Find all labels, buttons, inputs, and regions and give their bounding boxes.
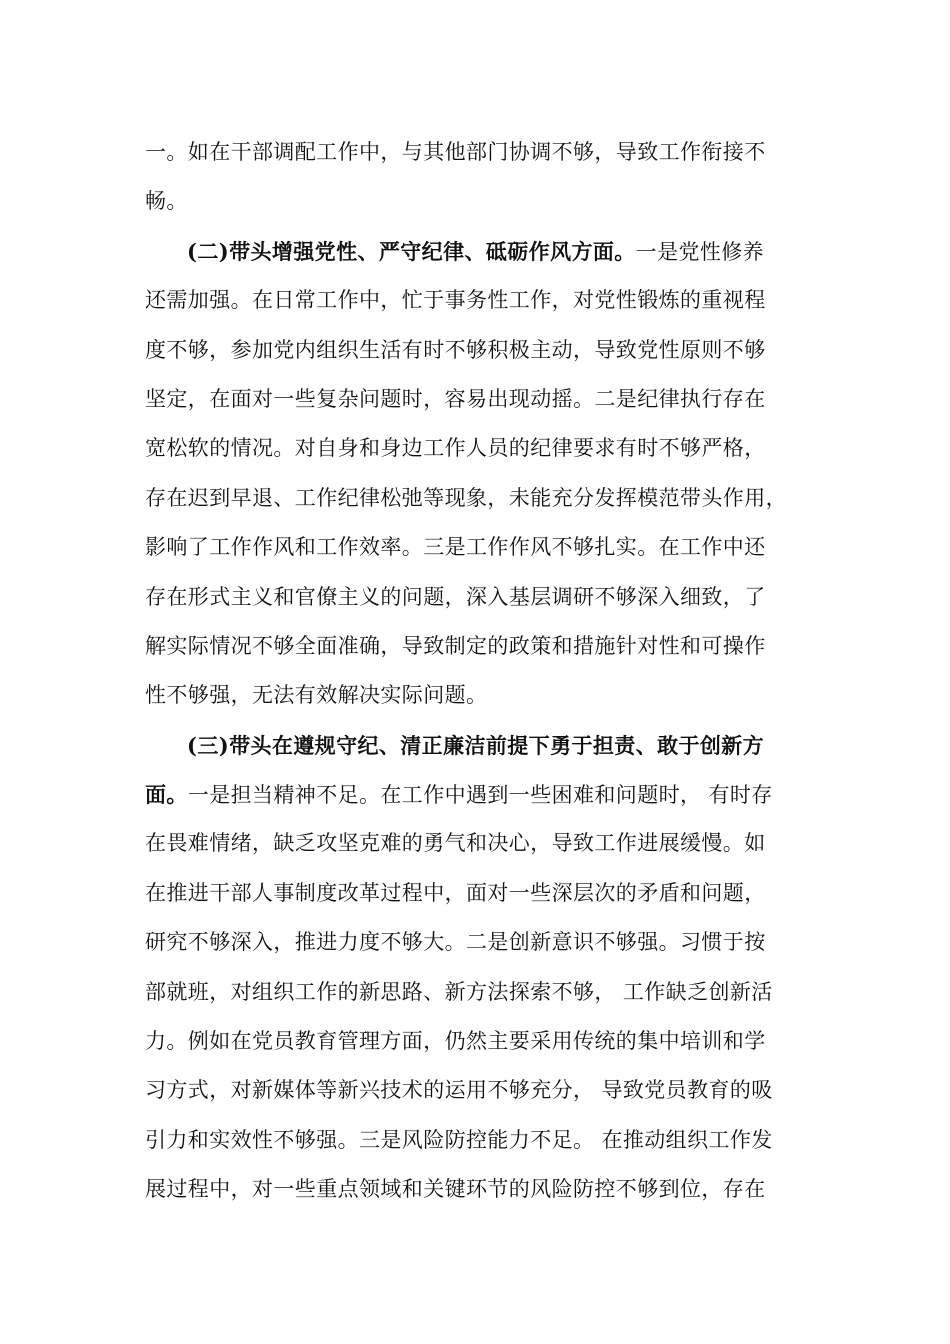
section-3-heading-end: 面。 — [145, 782, 188, 808]
section-3-heading: (三)带头在遵规守纪、清正廉洁前提下勇于担责、敢于创新方 — [187, 732, 765, 758]
paragraph-line: 一。如在干部调配工作中，与其他部门协调不够，导致工作衔接不 — [145, 140, 766, 164]
section-2-first-line — [145, 227, 825, 276]
paragraph-line: 存在形式主义和官僚主义的问题，深入基层调研不够深入细致，了 — [145, 584, 766, 609]
paragraph-line: 力。例如在党员教育管理方面，仍然主要采用传统的集中培训和学 — [145, 1029, 766, 1054]
paragraph-line: 性不够强，无法有效解决实际问题。 — [145, 683, 488, 708]
paragraph-line: 部就班，对组织工作的新思路、新方法探索不够， 工作缺乏创新活 — [145, 979, 773, 1004]
paragraph-line: 存在迟到早退、工作纪律松弛等现象，未能充分发挥模范带头作用， — [145, 485, 787, 510]
section-2-heading: (二)带头增强党性、严守纪律、砥砺作风方面。 — [187, 238, 636, 264]
paragraph-line: 还需加强。在日常工作中，忙于事务性工作，对党性锻炼的重视程 — [145, 288, 766, 313]
paragraph-line: 度不够，参加党内组织生活有时不够积极主动，导致党性原则不够 — [145, 337, 766, 362]
paragraph-line: 畅。 — [145, 189, 188, 214]
paragraph-line: 坚定，在面对一些复杂问题时，容易出现动摇。二是纪律执行存在 — [145, 386, 766, 411]
section-3-second-line — [145, 770, 825, 819]
section-3-first-line — [145, 721, 825, 770]
paragraph-line: 在推进干部人事制度改革过程中，面对一些深层次的矛盾和问题， — [145, 880, 766, 905]
paragraph-line: 引力和实效性不够强。三是风险防控能力不足。 在推动组织工作发 — [145, 1127, 773, 1152]
paragraph-line: 研究不够深入，推进力度不够大。二是创新意识不够强。习惯于按 — [145, 930, 766, 955]
paragraph-line: 解实际情况不够全面准确，导致制定的政策和措施针对性和可操作 — [145, 633, 766, 658]
paragraph-line: 习方式，对新媒体等新兴技术的运用不够充分， 导致党员教育的吸 — [145, 1078, 773, 1103]
paragraph-text: 一是担当精神不足。在工作中遇到一些困难和问题时， 有时存 — [187, 783, 773, 808]
paragraph-line: 影响了工作作风和工作效率。三是工作作风不够扎实。在工作中还 — [145, 535, 766, 560]
paragraph-line: 宽松软的情况。对自身和身边工作人员的纪律要求有时不够严格， — [145, 436, 766, 461]
paragraph-text: 一是党性修养 — [635, 239, 765, 264]
paragraph-line: 展过程中，对一些重点领域和关键环节的风险防控不够到位，存在 — [145, 1177, 766, 1202]
paragraph-line: 在畏难情绪，缺乏攻坚克难的勇气和决心，导致工作进展缓慢。如 — [145, 831, 766, 856]
document-body — [145, 128, 825, 1215]
